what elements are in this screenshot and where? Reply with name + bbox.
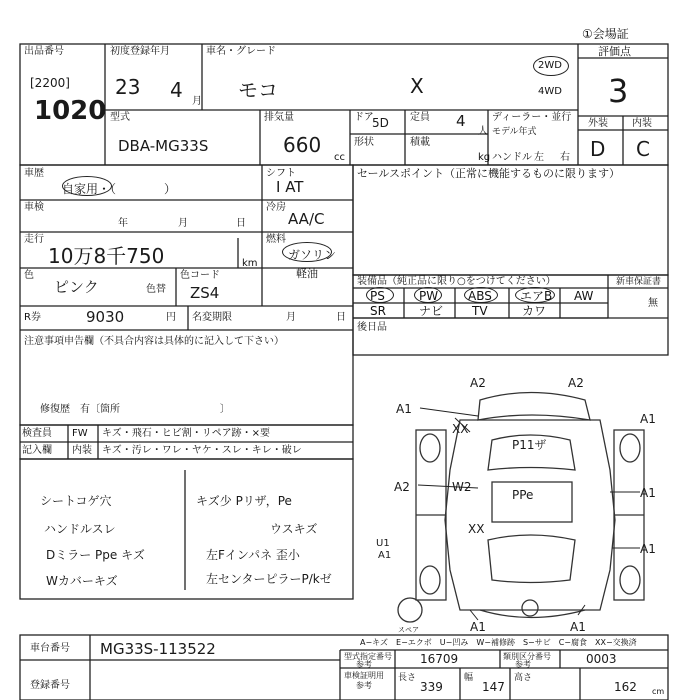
notes-label: 注意事項申告欄（不具合内容は具体的に記入して下さい） <box>24 336 284 347</box>
mark-a1-left-top: A1 <box>396 402 412 416</box>
capacity-unit: 人 <box>478 126 488 137</box>
mark-a1-right-top: A1 <box>640 412 656 426</box>
mark-a2-top-left: A2 <box>470 376 486 390</box>
exterior-label: 外装 <box>588 118 608 129</box>
equipment-ps: PS <box>370 289 385 303</box>
width-label: 幅 <box>464 673 474 683</box>
handle-left: 左 <box>534 152 544 163</box>
fuel-gasoline: ガソリン <box>288 248 337 262</box>
displacement-unit: cc <box>334 152 345 163</box>
equipment-aw: AW <box>574 289 594 303</box>
fw-items: キズ・飛石・ヒビ割・リペア跡・×要 <box>102 428 270 439</box>
inspection-day: 日 <box>236 218 246 229</box>
fuel-label: 燃料 <box>266 234 286 245</box>
color-code-value: ZS4 <box>190 284 220 302</box>
mark-w2: W2 <box>452 480 472 494</box>
class-number-value: 0003 <box>586 652 617 666</box>
comment-left-4: Wカバーキズ <box>46 574 118 588</box>
length-value: 339 <box>420 680 443 694</box>
equipment-leather: カワ <box>522 304 547 318</box>
type-designation-label: 型式指定番号 <box>344 652 392 661</box>
capacity-value: 4 <box>456 112 466 130</box>
mark-a1-right-low: A1 <box>640 542 656 556</box>
shift-label: シフト <box>266 168 296 179</box>
inspection-label: 車検 <box>24 202 44 213</box>
equipment-sr: SR <box>370 304 386 318</box>
first-registration-label: 初度登録年月 <box>110 46 170 57</box>
mark-xx-mid: XX <box>468 522 485 536</box>
exterior-grade: D <box>590 137 606 161</box>
color-change-label: 色替 <box>146 284 166 295</box>
airbag-circle-mark <box>515 287 555 303</box>
mark-p11: P11ザ <box>512 438 547 452</box>
comment-right-4: 左センターピラーP/kゼ <box>206 572 332 586</box>
handle-label: ハンドル <box>492 152 532 163</box>
model-label: 型式 <box>110 112 130 123</box>
height-label: 高さ <box>514 673 533 683</box>
warranty-value: 無 <box>648 298 658 309</box>
venue-label: ①会場証 <box>582 27 629 41</box>
name-change-month: 月 <box>286 312 296 323</box>
cert-sub: 参考 <box>356 681 372 690</box>
aircon-value: AA/C <box>288 210 325 228</box>
shape-label: 形状 <box>354 137 374 148</box>
sales-point-label: セールスポイント（正常に機能するものに限ります） <box>357 167 621 180</box>
equipment-airbag: エアB <box>520 289 553 303</box>
entry-label: 記入欄 <box>22 445 52 456</box>
class-number-label: 類別区分番号 <box>503 652 551 661</box>
recycle-unit: 円 <box>166 312 176 323</box>
height-value: 162 <box>614 680 637 694</box>
abs-circle-mark <box>464 287 498 303</box>
drive-4wd: 4WD <box>538 86 562 97</box>
lot-code: [2200] <box>30 76 70 90</box>
history-label: 車歴 <box>24 168 44 179</box>
color-value: ピンク <box>54 278 99 296</box>
evaluation-label: 評価点 <box>598 45 631 58</box>
comment-left-1: シートコゲ穴 <box>40 494 112 508</box>
shift-value: I AT <box>276 178 304 196</box>
color-code-label: 色コード <box>180 270 220 281</box>
type-designation-value: 16709 <box>420 652 459 666</box>
ps-circle-mark <box>366 287 394 303</box>
name-change-day: 日 <box>336 312 346 323</box>
dimension-unit: cm <box>652 687 665 696</box>
mark-a2-left: A2 <box>394 480 410 494</box>
displacement-value: 660 <box>283 133 322 157</box>
capacity-label: 定員 <box>410 112 430 123</box>
recycle-label: R券 <box>24 312 41 323</box>
comment-left-3: Dミラー Ppe キズ <box>46 548 145 562</box>
history-circle-mark <box>62 176 112 196</box>
warranty-label: 新車保証書 <box>616 277 662 287</box>
car-name: モコ <box>238 78 278 102</box>
equipment-pw: PW <box>419 289 439 303</box>
first-registration-unit: 月 <box>192 96 202 107</box>
car-diagram <box>398 393 644 623</box>
aircon-label: 冷房 <box>266 202 286 213</box>
mark-a1-bottom-left: A1 <box>470 620 486 634</box>
doors-value: 5D <box>372 116 389 130</box>
width-value: 147 <box>482 680 505 694</box>
displacement-label: 排気量 <box>264 112 294 123</box>
load-unit: kg <box>478 152 491 163</box>
comment-right-3: 左Fインパネ 歪小 <box>206 548 300 562</box>
repair-history: 修復歴 有〔箇所 〕 <box>40 404 230 415</box>
mark-u1: U1 <box>376 538 390 549</box>
comment-left-2: ハンドルスレ <box>44 522 116 536</box>
equipment-navi: ナビ <box>419 304 444 318</box>
mark-a2-top-right: A2 <box>568 376 584 390</box>
fw-tag: FW <box>72 428 88 439</box>
first-registration-year: 23 <box>115 75 141 99</box>
lot-number: 1020 <box>34 96 107 126</box>
equipment-tv: TV <box>472 304 488 318</box>
fuel-diesel: 軽油 <box>296 267 318 280</box>
mark-a1-left-low: A1 <box>378 550 392 561</box>
cert-label: 車検証明用 <box>344 671 384 680</box>
spare-label: スペア <box>398 626 419 634</box>
comment-right-2: ウスキズ <box>270 522 318 536</box>
handle-right: 右 <box>560 152 570 163</box>
first-registration-month: 4 <box>170 78 183 102</box>
interior-items: キズ・汚レ・ワレ・ヤケ・スレ・キレ・破レ <box>102 445 302 456</box>
evaluation-score: 3 <box>608 72 629 110</box>
interior-grade: C <box>636 137 650 161</box>
registration-label: 登録番号 <box>30 680 70 691</box>
interior-label: 内装 <box>632 118 652 129</box>
equipment-label: 装備品（純正品に限り○をつけてください） <box>357 276 556 287</box>
model-year-label: モデル年式 <box>492 127 537 137</box>
recycle-value: 9030 <box>86 308 125 326</box>
mileage-value: 10万8千750 <box>48 244 165 268</box>
lot-label: 出品番号 <box>24 46 64 57</box>
equipment-abs: ABS <box>468 289 492 303</box>
mileage-label: 走行 <box>24 234 44 245</box>
color-label: 色 <box>24 270 34 281</box>
class-number-sub: 参考 <box>515 660 531 669</box>
inspection-month: 月 <box>178 218 188 229</box>
mark-a1-bottom-right: A1 <box>570 620 586 634</box>
type-designation-sub: 参考 <box>356 660 372 669</box>
mileage-unit: km <box>242 258 258 269</box>
length-label: 長さ <box>398 673 417 683</box>
chassis-label: 車台番号 <box>30 643 70 654</box>
car-name-label: 車名・グレード <box>206 46 276 57</box>
mark-a1-right-mid: A1 <box>640 486 656 500</box>
chassis-value: MG33S-113522 <box>100 640 216 658</box>
inspection-year: 年 <box>118 218 128 229</box>
inspector-label: 検査員 <box>22 428 52 439</box>
dealer-label: ディーラー・並行 <box>492 112 572 123</box>
history-value: 自家用・（ ） <box>62 182 177 196</box>
comment-right-1: キズ少 Pリザ，Pe <box>196 494 292 508</box>
mark-xx-top: XX <box>452 422 469 436</box>
legend: A−キズ E−エクボ U−凹み W−補修跡 S−サビ C−腐食 XX−交換済 <box>360 638 637 647</box>
load-label: 積載 <box>410 137 430 148</box>
interior-tag: 内装 <box>72 445 92 456</box>
model-value: DBA-MG33S <box>118 137 209 155</box>
name-change-label: 名変期限 <box>192 312 232 323</box>
doors-label: ドア <box>354 112 374 123</box>
mark-ppe: PPe <box>512 488 534 502</box>
drive-2wd: 2WD <box>538 60 562 71</box>
later-docs-label: 後日品 <box>357 322 387 333</box>
car-grade: X <box>410 74 424 98</box>
pw-circle-mark <box>414 287 442 303</box>
